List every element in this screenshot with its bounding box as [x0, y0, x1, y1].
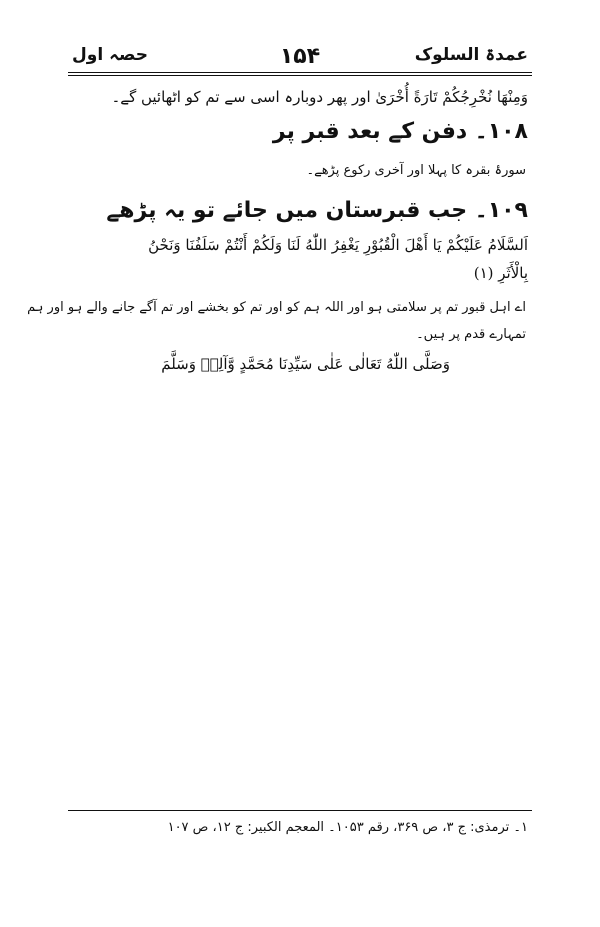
header-rule-top [68, 72, 532, 73]
header-rule-bottom [68, 75, 532, 76]
volume-label: حصہ اول [72, 45, 149, 65]
footnote: ۱۔ ترمذی: ج ۳، ص ۳۶۹، رقم ۱۰۵۳۔ المعجم الکبیر: ج ۱۲، ص ۱۰۷ [167, 820, 528, 835]
page-number: ۱۵۴ [279, 44, 321, 69]
book-title: عمدۃ السلوک [414, 45, 528, 65]
body-line-sura: سورۂ بقرہ کا پہلا اور آخری رکوع پڑھے۔ [306, 163, 526, 178]
body-line-quran: وَمِنْهَا نُخْرِجُكُمْ تَارَةً أُخْرَىٰ اور پھر دوبارہ اسی سے تم کو اٹھائیں گے۔ [111, 88, 528, 106]
translation-line-1: اے اہل قبور تم پر سلامتی ہو اور اللہ ہم کو اور تم کو بخشے اور تم آگے جانے والے ہو اور ہم [27, 300, 526, 315]
section-heading-109: ۱۰۹۔ جب قبرستان میں جائے تو یہ پڑھے [106, 198, 528, 223]
closing-salutation: وَصَلَّى اللّٰهُ تَعَالٰى عَلٰى سَيِّدِنَا مُحَمَّدٍ وَّآلِهٖ وَسَلَّمَ [161, 355, 450, 373]
footnote-rule [68, 810, 532, 811]
arabic-supplication-line-2: بِالْأَثَرِ (۱) [473, 264, 528, 282]
arabic-supplication-line-1: اَلسَّلَامُ عَلَيْكُمْ يَا أَهْلَ الْقُبُوْرِ يَغْفِرُ اللّٰهُ لَنَا وَلَكُمْ أَنْتُمْ سَلَفُنَا وَنَحْنُ [148, 236, 528, 254]
section-heading-108: ۱۰۸۔ دفن کے بعد قبر پر [272, 119, 528, 144]
translation-line-2: تمہارے قدم پر ہیں۔ [416, 327, 526, 342]
